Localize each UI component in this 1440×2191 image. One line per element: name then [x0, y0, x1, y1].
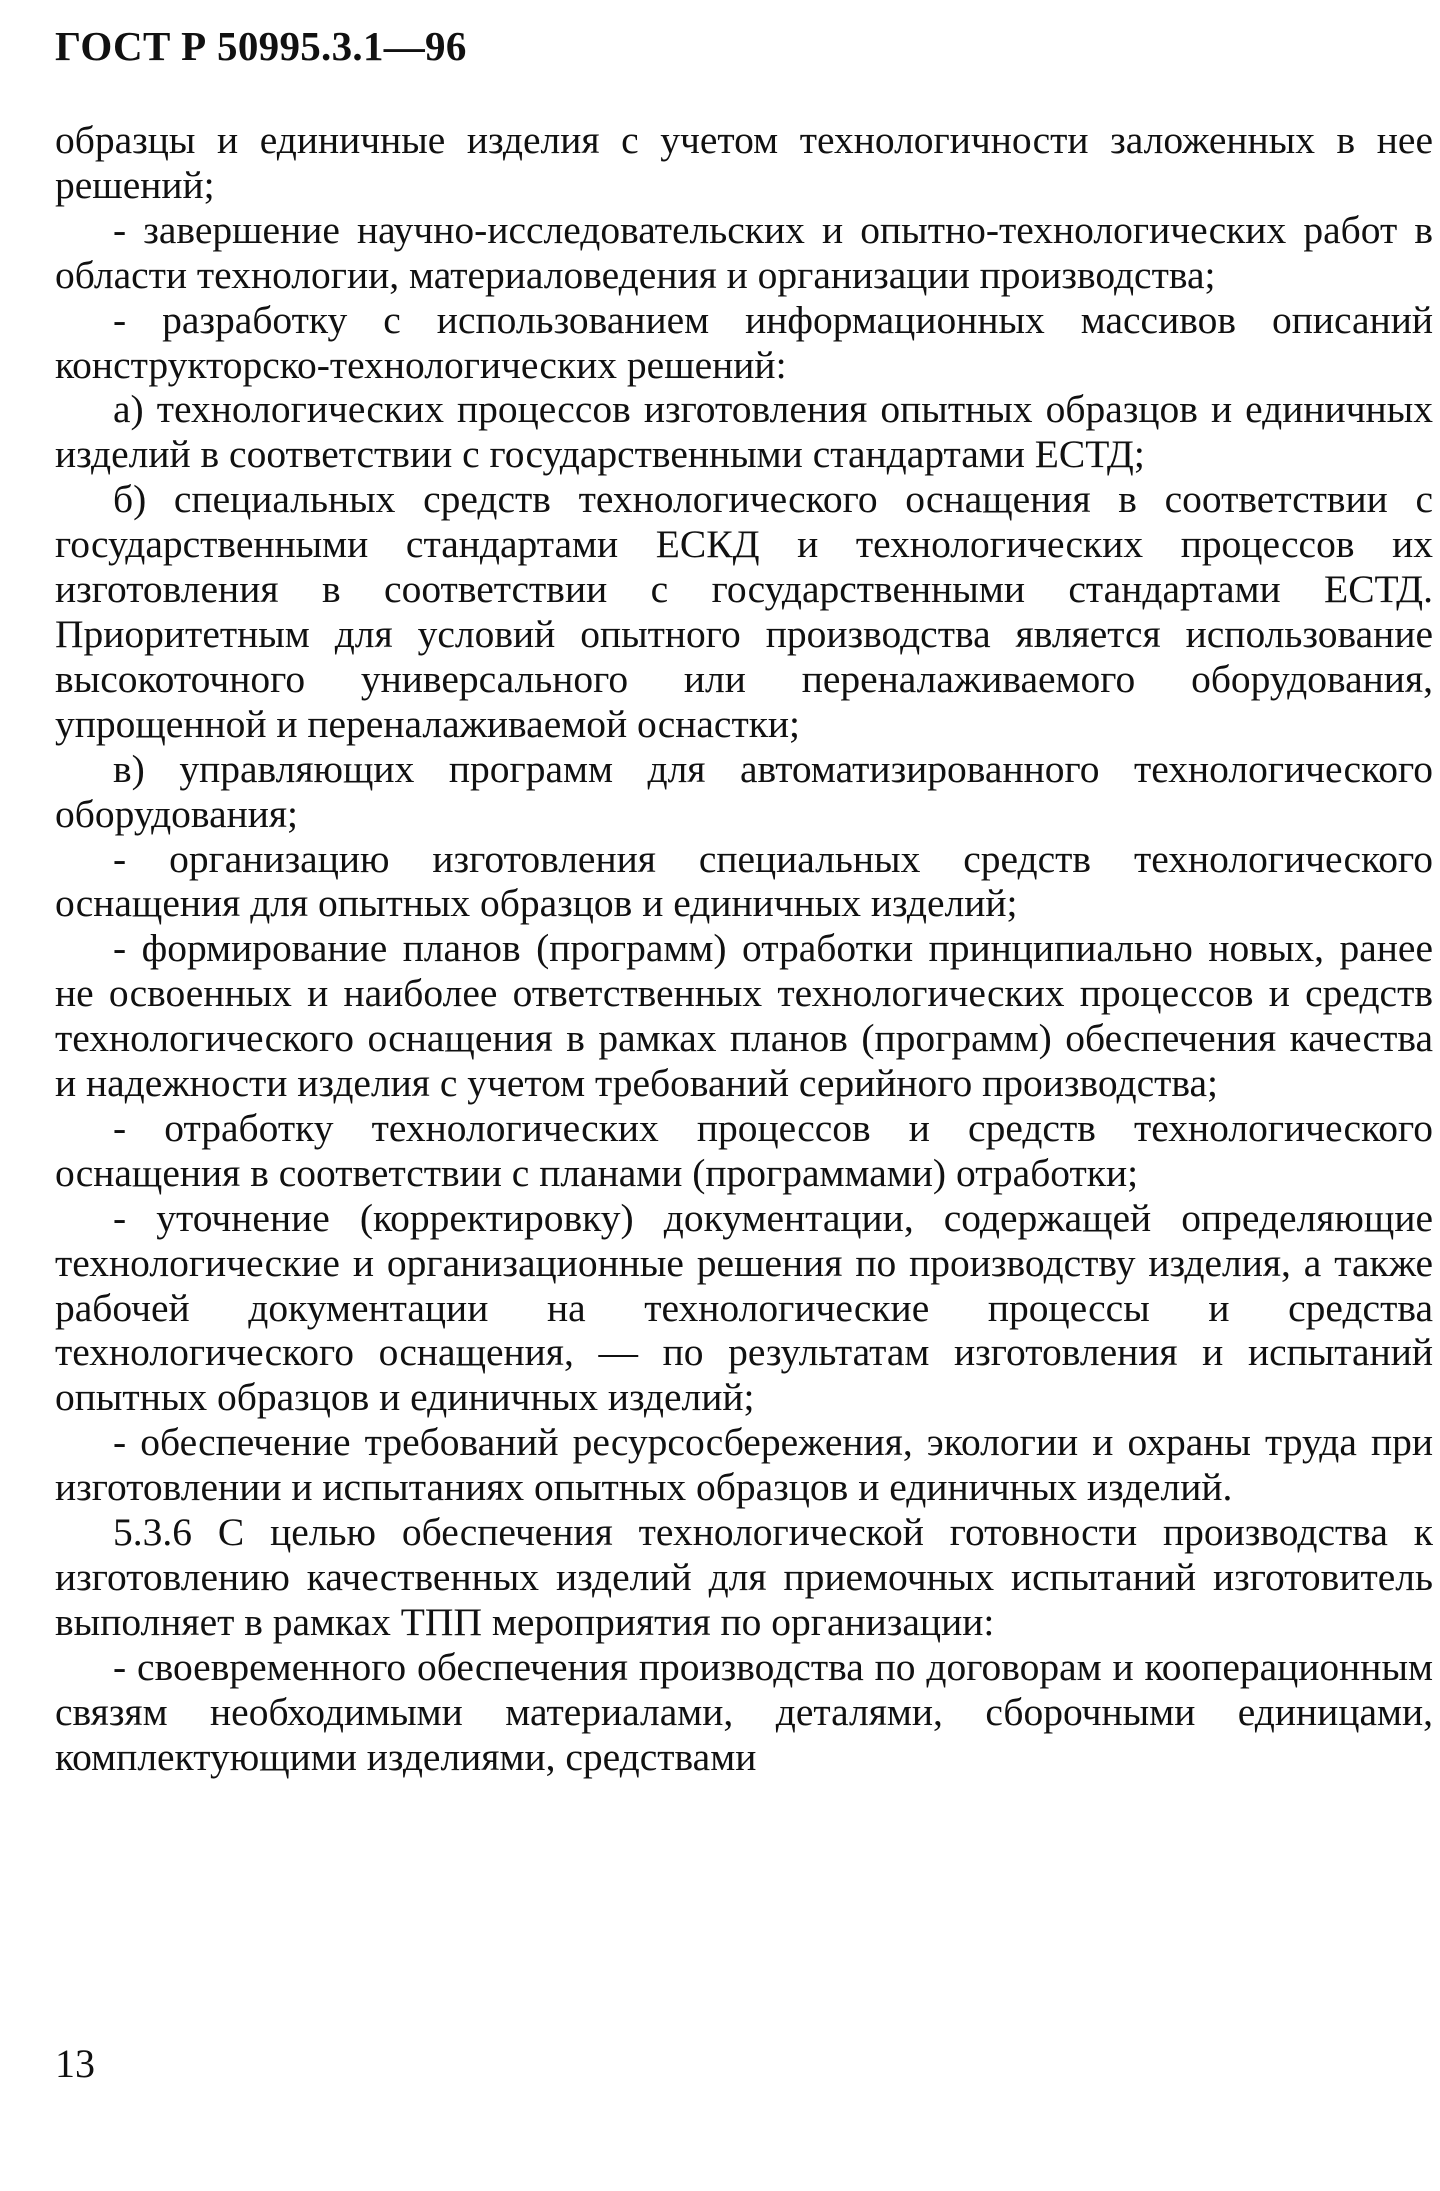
paragraph: 5.3.6 С целью обеспечения технологической готовности производства к изготовлению качественных изделий для приемочных испытаний изготовитель выполняет в рамках ТПП мероприятия по организации:	[55, 1510, 1433, 1644]
paragraph: - обеспечение требований ресурсосбережения, экологии и охраны труда при изготовлении и испытаниях опытных образцов и единичных изделий.	[55, 1420, 1433, 1510]
paragraph: - разработку с использованием информационных массивов описаний конструкторско-технологических решений:	[55, 297, 1433, 387]
paragraph: а) технологических процессов изготовления опытных образцов и единичных изделий в соответствии с государственными стандартами ЕСТД;	[55, 387, 1433, 477]
paragraph: - своевременного обеспечения производства по договорам и кооперационным связям необходимыми материалами, деталями, сборочными единицами, комплектующими изделиями, средствами	[55, 1644, 1433, 1779]
paragraph: образцы и единичные изделия с учетом технологичности заложенных в нее решений;	[55, 118, 1433, 207]
paragraph: - завершение научно-исследовательских и опытно-технологических работ в области технологии, материаловедения и организации производства;	[55, 207, 1433, 297]
standard-code-header: ГОСТ Р 50995.3.1—96	[55, 23, 467, 69]
paragraph: - организацию изготовления специальных средств технологического оснащения для опытных образцов и единичных изделий;	[55, 836, 1433, 926]
paragraph: - отработку технологических процессов и средств технологического оснащения в соответствии с планами (программами) отработки;	[55, 1105, 1433, 1195]
paragraph: в) управляющих программ для автоматизированного технологического оборудования;	[55, 746, 1433, 836]
paragraph: - уточнение (корректировку) документации, содержащей определяющие технологические и организационные решения по производству изделия, а также рабочей документации на технологические процессы и средства технологического оснащения, — по результатам изготовления и испытаний опытных образцов и единичных изделий;	[55, 1195, 1433, 1420]
body-text	[55, 118, 1433, 1780]
page-number: 13	[55, 2041, 95, 2086]
paragraph: - формирование планов (программ) отработки принципиально новых, ранее не освоенных и наиболее ответственных технологических процессов и средств технологического оснащения в рамках планов (программ) обеспечения качества и надежности изделия с учетом требований серийного производства;	[55, 926, 1433, 1106]
paragraph: б) специальных средств технологического оснащения в соответствии с государственными стандартами ЕСКД и технологических процессов их изготовления в соответствии с государственными стандартами ЕСТД. Приоритетным для условий опытного производства является использование высокоточного универсального или переналаживаемого оборудования, упрощенной и переналаживаемой оснастки;	[55, 477, 1433, 746]
